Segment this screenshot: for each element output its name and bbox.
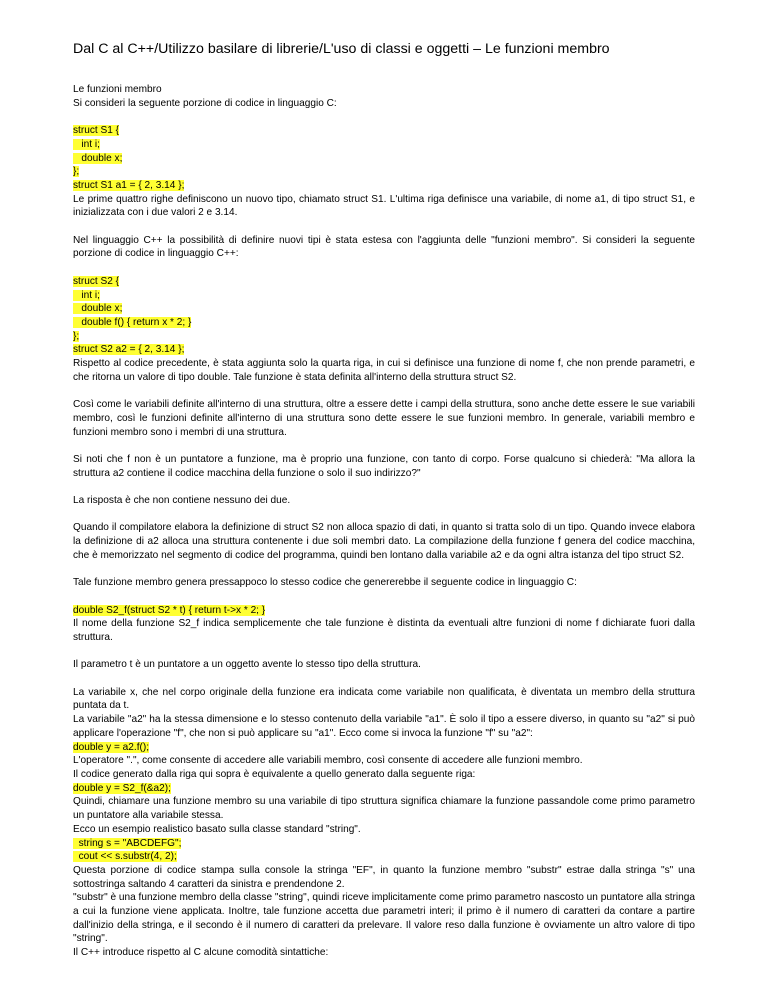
paragraph: L'operatore ".", come consente di accedere alle variabili membro, così consente di accedere alle funzioni membro.	[73, 755, 583, 767]
paragraph: Così come le variabili definite all'interno di una struttura, oltre a essere dette i campi della struttura, sono anche dette essere le sue variabili membro, così le funzioni definite all'interno di una struttura sono dette essere le sue funzioni membro. In generale, variabili membro e funzioni membro sono i membri di una struttura.	[73, 399, 695, 438]
code-line: double f() { return x * 2; }	[73, 316, 192, 328]
paragraph: Il codice generato dalla riga qui sopra è equivalente a quello generato dalla seguente riga:	[73, 768, 476, 780]
code-line: double y = S2_f(&a2);	[73, 782, 171, 794]
code-line: int i;	[73, 138, 100, 150]
paragraph: Questa porzione di codice stampa sulla console la stringa "EF", in quanto la funzione membro "substr" estrae dalla stringa "s" una sottostringa saltando 4 caratteri da sinistra e prendendone 2.	[73, 864, 695, 890]
page-header: Dal C al C++/Utilizzo basilare di librerie/L'uso di classi e oggetti – Le funzioni membro	[73, 41, 610, 57]
paragraph: Si noti che f non è un puntatore a funzione, ma è proprio una funzione, con tanto di corpo. Forse qualcuno si chiederà: "Ma allora la struttura a2 contiene il codice macchina della funzione o solo il suo indirizzo?"	[73, 453, 695, 479]
code-line: double x;	[73, 303, 123, 315]
paragraph: Quindi, chiamare una funzione membro su una variabile di tipo struttura significa chiamare la funzione passandole come primo parametro un puntatore alla variabile stessa.	[73, 796, 695, 822]
paragraph: Ecco un esempio realistico basato sulla classe standard "string".	[73, 823, 361, 835]
code-line: int i;	[73, 289, 100, 301]
code-line: string s = "ABCDEFG";	[73, 837, 182, 849]
paragraph: Il parametro t è un puntatore a un oggetto avente lo stesso tipo della struttura.	[73, 659, 421, 671]
section-title: Le funzioni membro	[73, 84, 162, 95]
code-block-struct-s2	[73, 275, 695, 357]
paragraph: Quando il compilatore elabora la definizione di struct S2 non alloca spazio di dati, in quanto si tratta solo di un tipo. Quando invece elabora la definizione di a2 alloca una struttura contenente i due soli membri dato. La compilazione della funzione f genera del codice macchina, che è memorizzato nel segmento di codice del programma, quindi ben lontano dalla variabile a2 e da ogni altra istanza del tipo struct S2.	[73, 522, 695, 561]
code-line: double y = a2.f();	[73, 741, 150, 753]
code-line: struct S1 a1 = { 2, 3.14 };	[73, 179, 185, 191]
paragraph: Le prime quattro righe definiscono un nuovo tipo, chiamato struct S1. L'ultima riga definisce una variabile, di nome a1, di tipo struct S1, e inizializzata con i due valori 2 e 3.14.	[73, 193, 695, 219]
document-body	[73, 83, 695, 960]
paragraph: Il C++ introduce rispetto al C alcune comodità sintattiche:	[73, 947, 329, 959]
code-line: double S2_f(struct S2 * t) { return t->x * 2; }	[73, 604, 266, 616]
paragraph: Nel linguaggio C++ la possibilità di definire nuovi tipi è stata estesa con l'aggiunta delle "funzioni membro". Si consideri la seguente porzione di codice in linguaggio C++:	[73, 234, 695, 260]
paragraph: "substr" è una funzione membro della classe "string", quindi riceve implicitamente come primo parametro nascosto un puntatore alla stringa a cui la funzione viene applicata. Inoltre, tale funzione accetta due parametri interi; il primo è il numero di caratteri da contare a partire dall'inizio della stringa, e il secondo è il numero di caratteri da prelevare. Il valore reso dalla funzione è ovviamente un altro valore di tipo "string".	[73, 892, 695, 945]
paragraph: La variabile "a2" ha la stessa dimensione e lo stesso contenuto della variabile "a1". È solo il tipo a essere diverso, in quanto su "a2" si può applicare l'operazione "f", che non si può applicare su "a1". Ecco come si invoca la funzione "f" su "a2":	[73, 714, 695, 739]
paragraph: La risposta è che non contiene nessuno dei due.	[73, 495, 291, 506]
code-line: struct S1 {	[73, 125, 120, 137]
paragraph: Si consideri la seguente porzione di codice in linguaggio C:	[73, 97, 337, 109]
code-block-struct-s1	[73, 124, 695, 193]
code-line: cout << s.substr(4, 2);	[73, 851, 177, 863]
paragraph: La variabile x, che nel corpo originale della funzione era indicata come variabile non qualificata, è diventata un membro della struttura puntata da t.	[73, 686, 695, 712]
code-line: struct S2 {	[73, 275, 120, 287]
code-line: double x;	[73, 152, 123, 164]
code-line: };	[73, 330, 80, 342]
code-line: };	[73, 166, 80, 178]
paragraph: Rispetto al codice precedente, è stata aggiunta solo la quarta riga, in cui si definisce una funzione di nome f, che non prende parametri, e che ritorna un valore di tipo double. Tale funzione è stata definita all'interno della struttura struct S2.	[73, 358, 695, 383]
paragraph: Tale funzione membro genera pressappoco lo stesso codice che genererebbe il seguente codice in linguaggio C:	[73, 577, 577, 589]
paragraph: Il nome della funzione S2_f indica semplicemente che tale funzione è distinta da eventuali altre funzioni di nome f dichiarate fuori dalla struttura.	[73, 618, 695, 643]
code-line: struct S2 a2 = { 2, 3.14 };	[73, 344, 185, 356]
